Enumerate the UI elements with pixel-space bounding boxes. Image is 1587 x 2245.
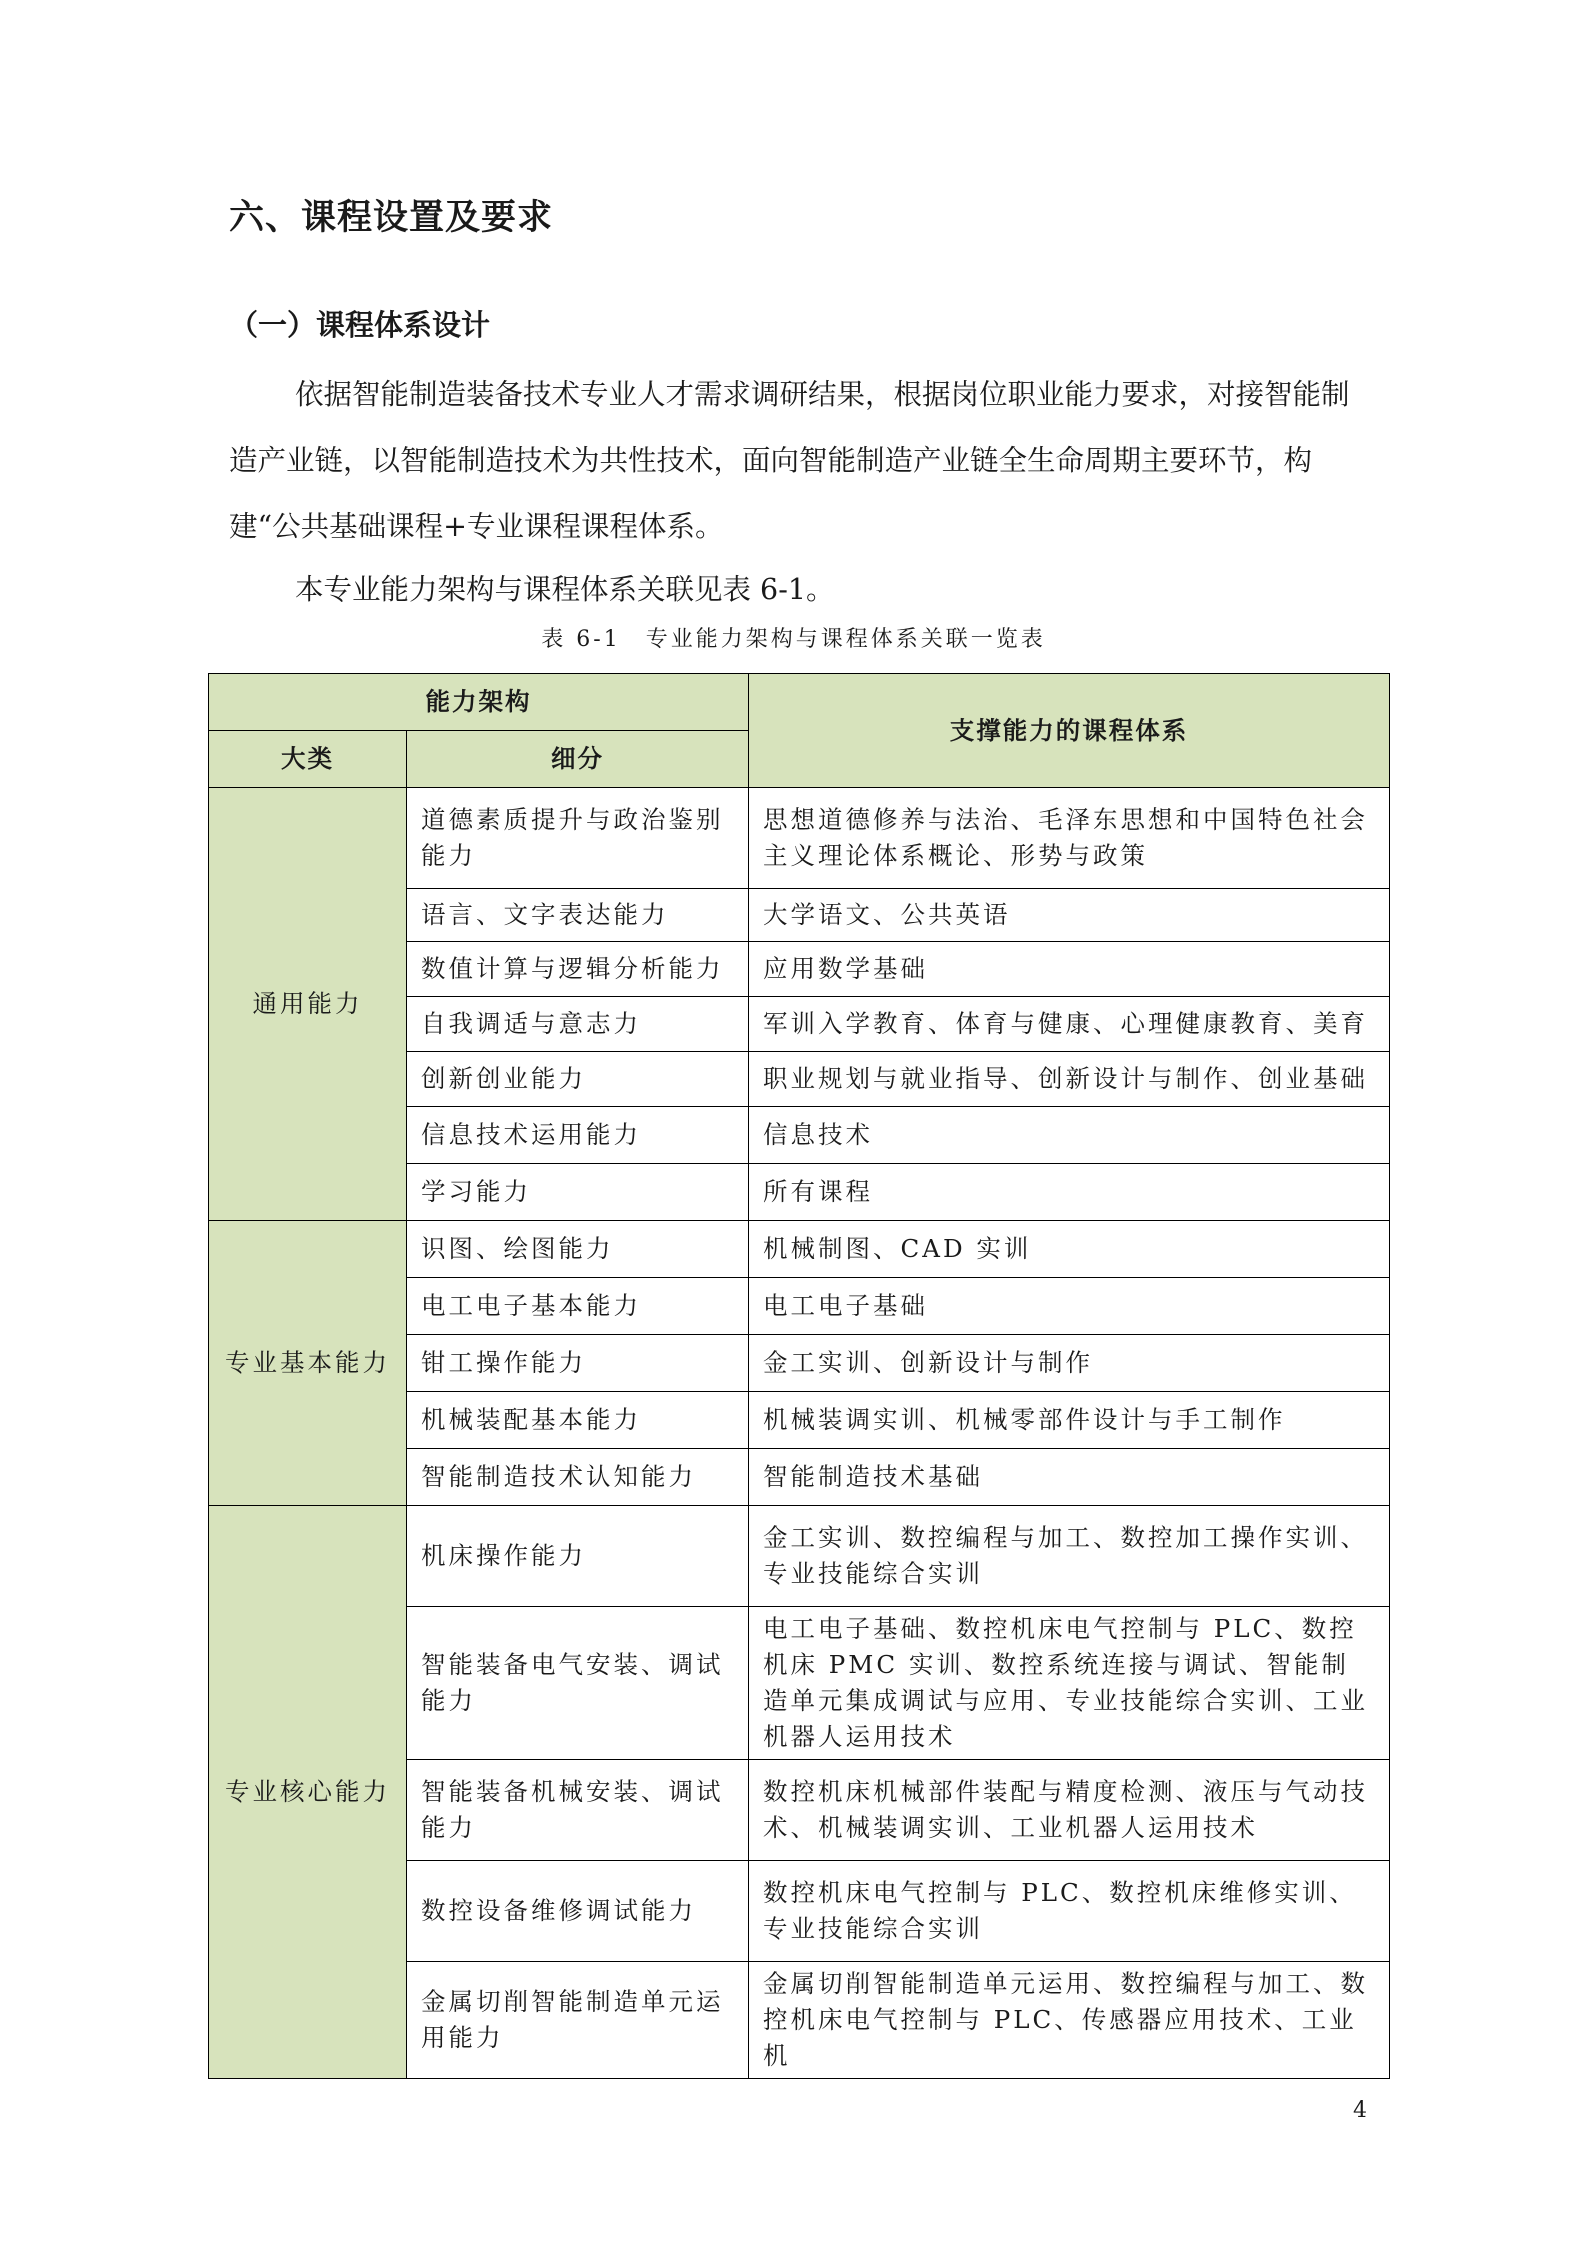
header-major: 大类 [209,731,407,788]
course-cell: 信息技术 [749,1107,1390,1164]
table-row [209,1506,1390,1607]
course-cell: 智能制造技术基础 [749,1449,1390,1506]
table-reference-paragraph [229,557,1357,623]
header-sub: 细分 [407,731,749,788]
sub-cell: 机床操作能力 [407,1506,749,1607]
section-title: 六、课程设置及要求 [229,198,554,238]
course-cell: 电工电子基础 [749,1278,1390,1335]
course-cell: 应用数学基础 [749,942,1390,997]
sub-cell: 电工电子基本能力 [407,1278,749,1335]
sub-cell: 钳工操作能力 [407,1335,749,1392]
category-cell: 专业基本能力 [209,1221,407,1506]
course-cell: 大学语文、公共英语 [749,889,1390,942]
paragraph-text: 依据智能制造装备技术专业人才需求调研结果，根据岗位职业能力要求，对接智能制造产业链，以智能制造技术为共性技术，面向智能制造产业链全生命周期主要环节，构建“公共基础课程+专业课程课程体系。 [229,378,1350,543]
ability-course-table [208,673,1390,2079]
sub-cell: 机械装配基本能力 [407,1392,749,1449]
table-row [209,1221,1390,1278]
category-cell: 专业核心能力 [209,1506,407,2079]
sub-cell: 智能装备机械安装、调试能力 [407,1760,749,1861]
sub-cell: 道德素质提升与政治鉴别能力 [407,788,749,889]
sub-cell: 语言、文字表达能力 [407,889,749,942]
paragraph-text: 本专业能力架构与课程体系关联见表 6-1。 [295,573,835,606]
table-caption: 表 6-1 专业能力架构与课程体系关联一览表 [541,627,1046,652]
table-row [209,788,1390,889]
course-cell: 金属切削智能制造单元运用、数控编程与加工、数控机床电气控制与 PLC、传感器应用技术、工业机 [749,1962,1390,2079]
subsection-title: （一）课程体系设计 [229,308,491,342]
page-number: 4 [1353,2098,1367,2123]
sub-cell: 数值计算与逻辑分析能力 [407,942,749,997]
sub-cell: 金属切削智能制造单元运用能力 [407,1962,749,2079]
sub-cell: 智能装备电气安装、调试能力 [407,1607,749,1760]
course-cell: 机械装调实训、机械零部件设计与手工制作 [749,1392,1390,1449]
course-cell: 数控机床电气控制与 PLC、数控机床维修实训、专业技能综合实训 [749,1861,1390,1962]
header-courses: 支撑能力的课程体系 [749,674,1390,788]
sub-cell: 自我调适与意志力 [407,997,749,1052]
sub-cell: 创新创业能力 [407,1052,749,1107]
course-cell: 金工实训、创新设计与制作 [749,1335,1390,1392]
course-cell: 所有课程 [749,1164,1390,1221]
course-cell: 军训入学教育、体育与健康、心理健康教育、美育 [749,997,1390,1052]
sub-cell: 识图、绘图能力 [407,1221,749,1278]
course-cell: 金工实训、数控编程与加工、数控加工操作实训、专业技能综合实训 [749,1506,1390,1607]
course-cell: 职业规划与就业指导、创新设计与制作、创业基础 [749,1052,1390,1107]
header-ability: 能力架构 [209,674,749,731]
sub-cell: 学习能力 [407,1164,749,1221]
sub-cell: 智能制造技术认知能力 [407,1449,749,1506]
sub-cell: 信息技术运用能力 [407,1107,749,1164]
intro-paragraph [229,362,1357,560]
course-cell: 电工电子基础、数控机床电气控制与 PLC、数控机床 PMC 实训、数控系统连接与调试、智能制造单元集成调试与应用、专业技能综合实训、工业机器人运用技术 [749,1607,1390,1760]
course-cell: 数控机床机械部件装配与精度检测、液压与气动技术、机械装调实训、工业机器人运用技术 [749,1760,1390,1861]
sub-cell: 数控设备维修调试能力 [407,1861,749,1962]
course-cell: 机械制图、CAD 实训 [749,1221,1390,1278]
course-cell: 思想道德修养与法治、毛泽东思想和中国特色社会主义理论体系概论、形势与政策 [749,788,1390,889]
category-cell: 通用能力 [209,788,407,1221]
